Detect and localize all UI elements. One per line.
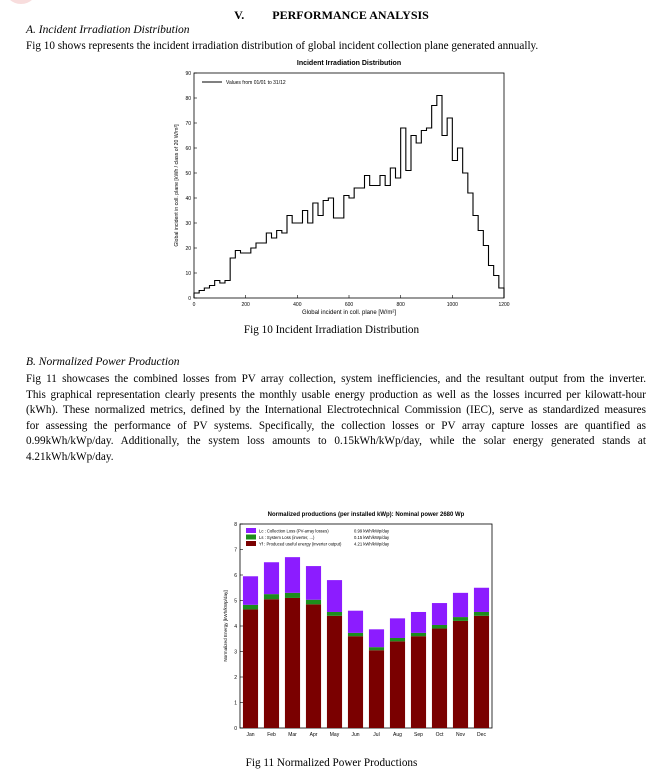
bar-segment xyxy=(474,616,489,728)
y-tick-label: 30 xyxy=(185,221,191,227)
y-tick-label: 6 xyxy=(234,573,237,579)
bar-segment xyxy=(327,616,342,728)
x-tick-label: Jul xyxy=(373,732,380,738)
legend-value: 0.99 kWh/kWp/day xyxy=(354,528,390,534)
x-tick-label: Dec xyxy=(477,732,486,738)
y-tick-label: 7 xyxy=(234,547,237,554)
bar-segment xyxy=(369,650,384,728)
subsection-a-heading: A. Incident Irradiation Distribution xyxy=(26,24,190,36)
y-tick-label: 20 xyxy=(185,246,191,252)
y-tick-label: 40 xyxy=(185,196,191,202)
x-tick-label: Jan xyxy=(246,732,255,738)
bar-segment xyxy=(453,617,468,621)
x-tick-label: Mar xyxy=(288,732,297,738)
legend-label: Ls : System Loss (inverter, ...) xyxy=(259,534,315,540)
x-tick-label: Aug xyxy=(393,732,402,738)
fig11-caption: Fig 11 Normalized Power Productions xyxy=(245,757,418,769)
y-tick-label: 80 xyxy=(185,96,191,102)
y-tick-label: 0 xyxy=(234,726,237,732)
bar-segment xyxy=(390,641,405,728)
legend-label: Values from 01/01 to 31/12 xyxy=(226,80,286,86)
bar-segment xyxy=(453,593,468,617)
legend-value: 4.21 kWh/kWp/day xyxy=(354,541,390,547)
subsection-b-text xyxy=(26,372,646,466)
bar-segment xyxy=(348,633,363,636)
x-tick-label: 0 xyxy=(192,302,196,308)
bar-segment xyxy=(243,605,258,610)
x-tick-label: 1200 xyxy=(498,302,510,308)
bar-segment xyxy=(264,562,279,594)
bar-segment xyxy=(348,636,363,728)
y-tick-label: 0 xyxy=(188,296,191,302)
x-axis-label: Global incident in coll. plane [W/m²] xyxy=(301,310,397,316)
x-tick-label: 1000 xyxy=(446,302,458,308)
bar-segment xyxy=(390,638,405,641)
section-number: V. xyxy=(234,8,245,22)
legend-value: 0.15 kWh/kWp/day xyxy=(354,534,390,540)
journal-logo-fragment xyxy=(4,0,38,4)
series-line xyxy=(194,96,504,299)
bar-segment xyxy=(327,612,342,616)
x-tick-label: 600 xyxy=(344,302,354,308)
y-axis-label: Normalized Energy [kWh/kWp/day] xyxy=(223,590,228,662)
text-line: This graphical representation clearly presents the monthly usable energy production as well as the losses incurred per kilowatt-hour xyxy=(26,388,646,401)
y-tick-label: 90 xyxy=(185,71,191,77)
subsection-b-heading: B. Normalized Power Production xyxy=(26,356,180,368)
y-tick-label: 70 xyxy=(185,121,191,127)
bar-segment xyxy=(285,598,300,728)
chart-title: Incident Irradiation Distribution xyxy=(296,60,402,67)
x-tick-label: Feb xyxy=(267,732,276,738)
bar-segment xyxy=(306,566,321,600)
bar-segment xyxy=(411,612,426,633)
bar-segment xyxy=(264,594,279,599)
x-tick-label: Apr xyxy=(309,732,318,738)
x-tick-label: Jun xyxy=(351,732,360,738)
legend-label: Lc : Collection Loss (PV-array losses) xyxy=(259,528,329,534)
bar-segment xyxy=(285,593,300,598)
bar-segment xyxy=(327,580,342,612)
subsection-a-text: Fig 10 shows represents the incident irradiation distribution of global incident collection plane generated annually. xyxy=(26,40,539,52)
section-title: PERFORMANCE ANALYSIS xyxy=(272,8,429,22)
bar-segment xyxy=(369,629,384,647)
x-tick-label: 400 xyxy=(293,302,302,308)
y-tick-label: 5 xyxy=(234,598,237,605)
x-tick-label: 800 xyxy=(396,302,405,308)
bar-segment xyxy=(264,599,279,728)
x-tick-label: 200 xyxy=(241,302,250,308)
y-tick-label: 10 xyxy=(185,271,191,277)
legend-swatch xyxy=(246,535,256,540)
x-tick-label: Oct xyxy=(435,732,444,738)
bar-segment xyxy=(474,612,489,616)
y-tick-label: 2 xyxy=(234,675,237,681)
bar-segment xyxy=(411,636,426,728)
y-tick-label: 50 xyxy=(185,171,191,177)
fig10-caption: Fig 10 Incident Irradiation Distribution xyxy=(243,324,420,336)
bar-segment xyxy=(348,611,363,633)
bar-segment xyxy=(306,604,321,728)
legend-swatch xyxy=(246,541,256,546)
text-line: Fig 11 showcases the combined losses from PV array collection, system inefficiencies, and the resultant output from the inverter. xyxy=(26,373,646,385)
bar-segment xyxy=(453,621,468,728)
bar-segment xyxy=(369,647,384,650)
irradiation-distribution-chart xyxy=(160,55,510,320)
y-axis-label: Global incident in coll. plane [kWh / class of 20 W/m²] xyxy=(174,124,180,247)
bar-segment xyxy=(432,629,447,728)
y-tick-label: 8 xyxy=(234,522,237,528)
text-line: 4.21kWh/kWp/day. xyxy=(26,450,114,463)
text-line: 0.99kWh/kWp/day. Additionally, the system loss amounts to 0.15kWh/kWp/day, while the solar energy generated stands at xyxy=(26,435,646,448)
bar-segment xyxy=(306,600,321,605)
text-line: for assessing the performance of PV systems. Specifically, the collection losses or PV array capture losses are quantified as xyxy=(26,419,646,432)
text-line: (kWh). These normalized metrics, defined by the International Electrotechnical Commission (IEC), serve as standardized measures xyxy=(26,404,646,417)
x-tick-label: Sep xyxy=(414,732,423,738)
bar-segment xyxy=(243,576,258,605)
bar-segment xyxy=(285,557,300,593)
chart-title: Normalized productions (per installed kWp): Nominal power 2680 Wp xyxy=(267,512,465,518)
bar-segment xyxy=(432,603,447,625)
bar-segment xyxy=(432,625,447,629)
x-tick-label: Nov xyxy=(456,732,465,738)
y-tick-label: 60 xyxy=(185,146,191,152)
bar-segment xyxy=(411,633,426,636)
legend-label: Yf : Produced useful energy (inverter output) xyxy=(259,541,342,547)
y-tick-label: 4 xyxy=(234,624,237,630)
bar-segment xyxy=(390,618,405,638)
section-heading xyxy=(0,8,663,23)
normalized-production-chart xyxy=(218,508,496,748)
x-tick-label: May xyxy=(329,732,340,738)
y-tick-label: 3 xyxy=(234,649,237,656)
bar-segment xyxy=(243,609,258,728)
plot-frame xyxy=(194,73,504,298)
y-tick-label: 1 xyxy=(234,700,237,707)
legend-swatch xyxy=(246,528,256,533)
bar-segment xyxy=(474,588,489,612)
